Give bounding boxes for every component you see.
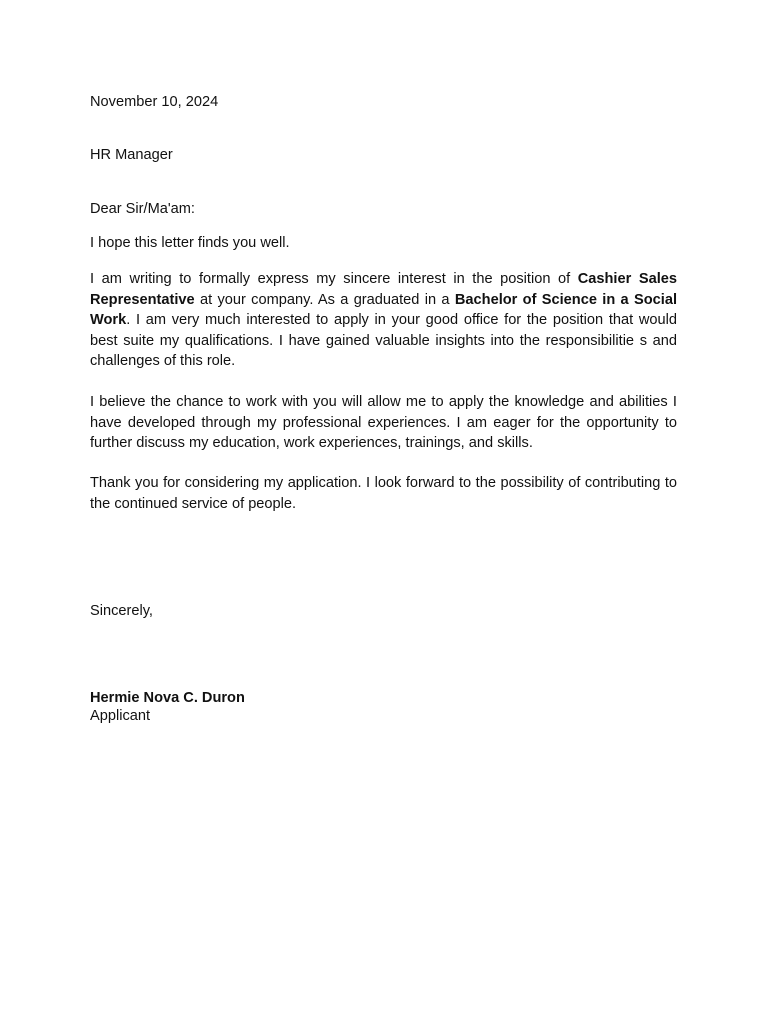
signature-name: Hermie Nova C. Duron bbox=[90, 690, 245, 706]
paragraph-interest-text-3: . I am very much interested to apply in your good office for the position that would best suite my qualifications. I have gained valuable insights into the responsibilitie s and challenges of this role. bbox=[90, 312, 677, 369]
paragraph-opportunity: I believe the chance to work with you will allow me to apply the knowledge and abilities I have developed through my professional experiences. I am eager for the opportunity to further discuss my education, work experiences, trainings, and skills. bbox=[90, 394, 677, 451]
paragraph-interest-text-2: at your company. As a graduated in a bbox=[194, 291, 455, 308]
recipient: HR Manager bbox=[90, 147, 173, 163]
paragraph-thanks: Thank you for considering my application. I look forward to the possibility of contributing to the continued service of people. bbox=[90, 475, 677, 512]
salutation: Dear Sir/Ma'am: bbox=[90, 201, 195, 217]
degree-title: Bachelor of Science in a Social Work bbox=[90, 291, 677, 328]
letter-date: November 10, 2024 bbox=[90, 94, 219, 110]
opening-line: I hope this letter finds you well. bbox=[90, 235, 290, 251]
closing: Sincerely, bbox=[90, 603, 153, 619]
paragraph-interest bbox=[90, 269, 677, 372]
position-title: Cashier Sales Representative bbox=[90, 271, 677, 308]
signature-title: Applicant bbox=[90, 708, 151, 724]
paragraph-interest-text-1: I am writing to formally express my sincere interest in the position of bbox=[90, 271, 578, 287]
